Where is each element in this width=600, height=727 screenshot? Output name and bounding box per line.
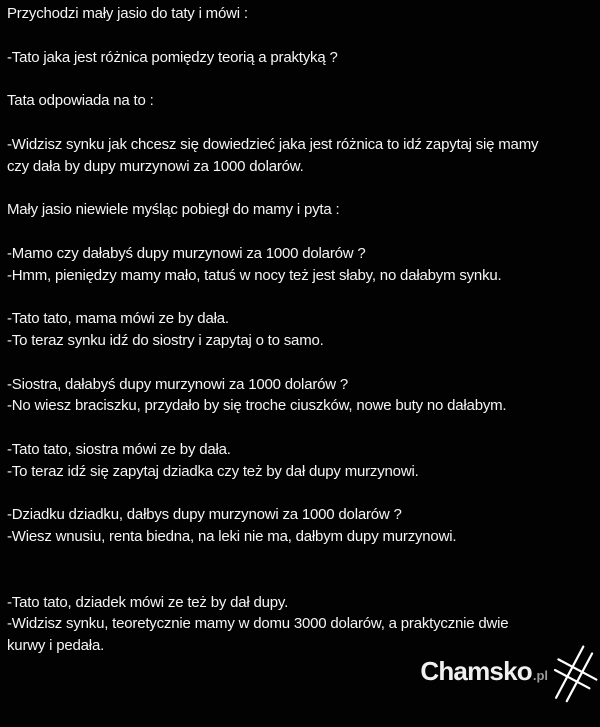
joke-line: Mały jasio niewiele myśląc pobiegł do mamy i pyta : [7,201,340,219]
joke-line: -To teraz synku idź do siostry i zapytaj o to samo. [7,331,324,349]
joke-line: -No wiesz braciszku, przydało by się troche ciuszków, nowe buty no dałabym. [7,397,507,415]
joke-line: -Widzisz synku, teoretycznie mamy w domu 3000 dolarów, a praktycznie dwie [7,615,509,633]
logo-tld: .pl [532,668,548,683]
joke-line [7,570,600,592]
joke-line: -Tato tato, siostra mówi ze by dała. [7,440,231,458]
site-logo [420,656,548,687]
joke-line [7,68,600,90]
logo-wordmark: Chamsko [420,656,532,686]
joke-line: Tata odpowiada na to : [7,92,154,110]
joke-line: kurwy i pedała. [7,637,105,655]
joke-line: -Siostra, dałabyś dupy murzynowi za 1000 dolarów ? [7,375,349,393]
joke-line: -Dziadku dziadku, dałbys dupy murzynowi za 1000 dolarów ? [7,506,402,524]
joke-line: -Wiesz wnusiu, renta biedna, na leki nie ma, dałbym dupy murzynowi. [7,528,457,546]
joke-line [7,112,600,134]
joke-line: -Widzisz synku jak chcesz się dowiedzieć jaka jest różnica to idź zapytaj się mamy [7,135,539,153]
joke-line [7,286,600,308]
joke-line [7,483,600,505]
joke-line: -Hmm, pieniędzy mamy mało, tatuś w nocy też jest słaby, no dałabym synku. [7,266,502,284]
joke-line: Przychodzi mały jasio do taty i mówi : [7,5,248,22]
joke-line [7,221,600,243]
joke-line: czy dała by dupy murzynowi za 1000 dolarów. [7,157,304,175]
joke-line: -Tato jaka jest różnica pomiędzy teorią a praktyką ? [7,48,338,66]
joke-line [7,177,600,199]
joke-line [7,548,600,570]
joke-line: -To teraz idź się zapytaj dziadka czy też by dał dupy murzynowi. [7,462,419,480]
rotated-hash-icon [551,644,599,706]
joke-text [7,3,600,657]
joke-line [7,25,600,47]
joke-line [7,352,600,374]
joke-line [7,417,600,439]
joke-line: -Tato tato, dziadek mówi ze też by dał dupy. [7,593,289,611]
joke-line: -Mamo czy dałabyś dupy murzynowi za 1000 dolarów ? [7,244,366,262]
joke-line: -Tato tato, mama mówi ze by dała. [7,310,229,328]
